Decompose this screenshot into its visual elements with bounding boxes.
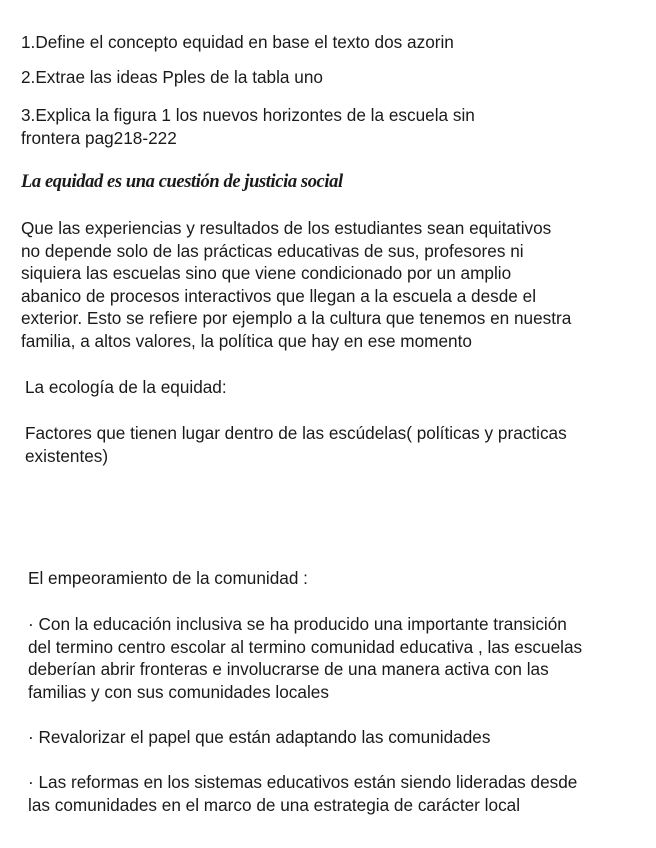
equity-paragraph: Que las experiencias y resultados de los estudiantes sean equitativos no depende solo de las prácticas educativas de sus, profesores ni siquiera las escuelas sino que viene condicionado por un amplio abanico de procesos interactivos que llegan a la escuela a desde el exterior. Esto se refiere por ejemplo a la cultura que tenemos en nuestra familia, a altos valores, la política que hay en ese momento bbox=[21, 218, 572, 351]
question-1: 1.Define el concepto equidad en base el texto dos azorin bbox=[21, 32, 454, 52]
community-bullet-2: · Revalorizar el papel que están adaptando las comunidades bbox=[28, 727, 491, 747]
community-bullet-3: · Las reformas en los sistemas educativos están siendo lideradas desde las comunidades en el marco de una estrategia de carácter local bbox=[28, 772, 578, 815]
community-bullet-1: · Con la educación inclusiva se ha producido una importante transición del termino centro escolar al termino comunidad educativa , las escuelas deberían abrir fronteras e involucrarse de una manera activa con las familias y con sus comunidades locales bbox=[28, 614, 583, 702]
community-title: El empeoramiento de la comunidad : bbox=[28, 568, 308, 588]
question-3: 3.Explica la figura 1 los nuevos horizontes de la escuela sin frontera pag218-222 bbox=[21, 105, 475, 148]
section-heading: La equidad es una cuestión de justicia social bbox=[21, 172, 343, 192]
question-2: 2.Extrae las ideas Pples de la tabla uno bbox=[21, 67, 323, 87]
ecology-text: Factores que tienen lugar dentro de las escúdelas( políticas y practicas existentes) bbox=[25, 423, 567, 466]
ecology-title: La ecología de la equidad: bbox=[25, 377, 227, 397]
